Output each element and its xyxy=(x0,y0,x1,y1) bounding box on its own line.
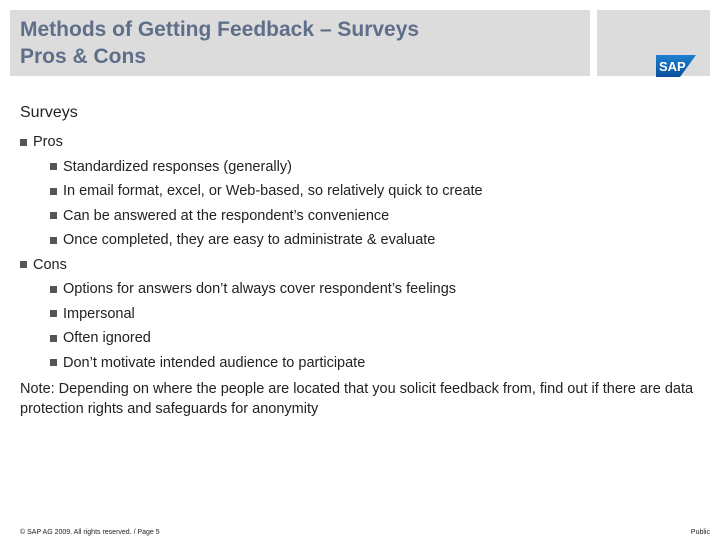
sub-bullet-text: Options for answers don’t always cover respondent’s feelings xyxy=(63,281,457,298)
sub-bullet-item xyxy=(20,326,710,351)
section-heading: Surveys xyxy=(20,104,78,121)
sub-bullet-text: In email format, excel, or Web-based, so relatively quick to create xyxy=(63,183,483,200)
slide-title-line1: Methods of Getting Feedback – Surveys xyxy=(20,18,420,41)
bullet-list xyxy=(20,130,710,375)
bullet-marker xyxy=(20,261,27,268)
bullet-label: Cons xyxy=(33,256,67,273)
bullet-marker xyxy=(50,212,57,219)
footer-copyright: © SAP AG 2009. All rights reserved. / Page 5 xyxy=(20,529,160,536)
sub-bullet-text: Often ignored xyxy=(63,330,151,347)
bullet-marker xyxy=(50,286,57,293)
bullet-label: Pros xyxy=(33,134,63,151)
bullet-marker xyxy=(20,139,27,146)
sub-bullet-text: Impersonal xyxy=(63,305,135,322)
sub-bullet-item xyxy=(20,277,710,302)
bullet-marker xyxy=(50,310,57,317)
sub-bullet-item xyxy=(20,204,710,229)
sub-bullet-item xyxy=(20,302,710,327)
sub-bullet-text: Can be answered at the respondent’s convenience xyxy=(63,207,390,224)
sub-bullet-text: Don’t motivate intended audience to participate xyxy=(63,354,366,371)
sub-bullet-text: Standardized responses (generally) xyxy=(63,158,292,175)
logo-text: SAP xyxy=(659,59,686,74)
slide-title xyxy=(20,16,419,70)
bullet-marker xyxy=(50,188,57,195)
sub-bullet-item xyxy=(20,155,710,180)
footer-classification: Public xyxy=(690,529,710,536)
note-text: Note: Depending on where the people are located that you solicit feedback from, find out if there are data protection rights and safeguards for anonymity xyxy=(20,381,694,417)
bullet-marker xyxy=(50,237,57,244)
slide-title-line2: Pros & Cons xyxy=(20,45,147,68)
sub-bullet-text: Once completed, they are easy to administrate & evaluate xyxy=(63,232,436,249)
bullet-marker xyxy=(50,359,57,366)
sub-bullet-item xyxy=(20,228,710,253)
bullet-pros xyxy=(20,130,710,155)
sub-bullet-item xyxy=(20,351,710,376)
sap-logo xyxy=(656,55,696,77)
bullet-marker xyxy=(50,335,57,342)
logo-box xyxy=(597,10,710,76)
title-bar xyxy=(10,10,590,76)
bullet-cons xyxy=(20,253,710,278)
bullet-marker xyxy=(50,163,57,170)
slide-body xyxy=(20,102,710,375)
sub-bullet-item xyxy=(20,179,710,204)
